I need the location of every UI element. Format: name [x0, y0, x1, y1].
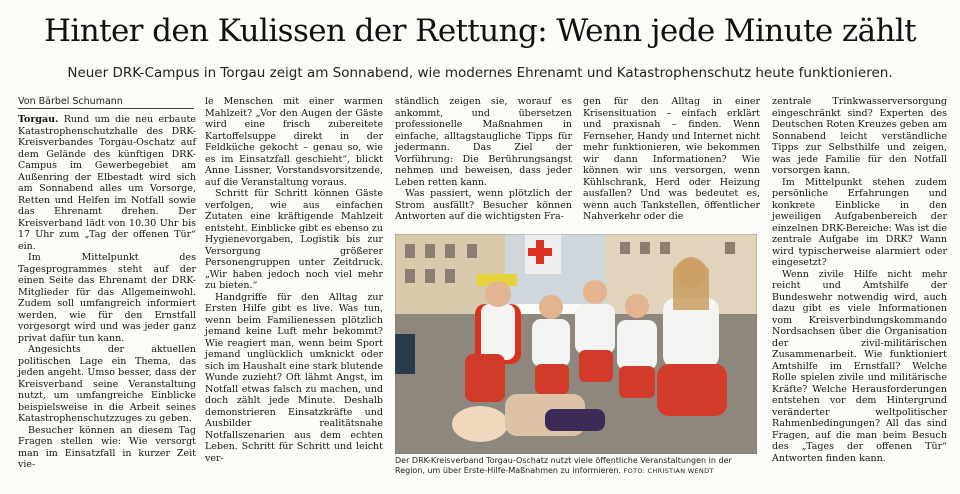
paragraph: Wenn zivile Hilfe nicht mehr reicht und Amtshilfe der Bundeswehr notwendig wird, auch dazu gibt es viele Informationen vom Kreisverbindungskommando Nordsachsen über die Organisation der zivil-militärischen Zusammenarbeit. Wie funktioniert Amtshilfe im Ernstfall? Welche Rolle spielen zivile und militärische Kräfte? Welche Herausforderungen entstehen vor dem Hintergrund veränderter weltpolitischer Rahmenbedingungen? All das sind Fragen, auf die man beim Besuch des „Tages der offenen Tür“ Antworten finden kann. [772, 268, 947, 464]
headline: Hinter den Kulissen der Rettung: Wenn jede Minute zählt [43, 13, 917, 49]
black-bag [395, 334, 415, 374]
byline-rule [18, 108, 194, 109]
paragraph: Handgriffe für den Alltag zur Ersten Hilfe gibt es live. Was tun, wenn beim Familienessen plötzlich jemand keine Luft mehr bekommt? Wie reagiert man, wenn beim Sport jemand unglücklich umknickt oder sich im Haushalt eine stark blutende Wunde zuzieht? Oft lähmt Angst, im Notfall etwas falsch zu machen, und doch zählt jede Minute. Deshalb demonstrieren Einsatzkräfte und Ausbilder realitätsnahe Notfallszenarien aus dem echten Leben. Schritt für Schritt und leicht ver- [205, 291, 383, 464]
paragraph: Im Mittelpunkt des Tagesprogrammes steht auf der einen Seite das Ehrenamt der DRK-Mitglieder für das Allgemeinwohl. Zudem soll umfangreich informiert werden, wie für den Ernstfall vorgesorgt wird und was jeder ganz privat dafür tun kann. [18, 252, 196, 344]
paragraph: Was passiert, wenn plötzlich der Strom ausfällt? Besucher können Antworten auf die wichtigsten Fra- [395, 188, 572, 222]
paragraph: Angesichts der aktuellen politischen Lage ein Thema, das jeden angeht. Umso besser, dass der Kreisverband seine Veranstaltung nutzt, um umfangreiche Einblicke beispielsweise in die Arbeit seines Katastrophenschutzzuges zu geben. [18, 344, 196, 424]
paragraph [18, 114, 196, 252]
column-5 [772, 96, 947, 464]
column-3 [395, 96, 572, 223]
paragraph: Besucher können an diesem Tag Fragen stellen wie: Wie versorgt man im Einsatzfall in kurzer Zeit vie- [18, 424, 196, 470]
article-photo [395, 234, 757, 454]
column-2 [205, 96, 383, 464]
subline: Neuer DRK-Campus in Torgau zeigt am Sonnabend, wie modernes Ehrenamt und Katastrophenschutz heute funktionieren. [67, 65, 893, 81]
dateline: Torgau. [18, 114, 59, 125]
paragraph: Schritt für Schritt können Gäste verfolgen, wie aus einfachen Zutaten eine kräftigende Mahlzeit entsteht. Einblicke gibt es ebenso zu Hygienevorgaben, Logistik bis zur Versorgung größerer Personengruppen unter Zeitdruck. „Wir haben jedoch noch viel mehr zu bieten.“ [205, 188, 383, 291]
paragraph: Im Mittelpunkt stehen zudem persönliche Erfahrungen und konkrete Einblicke in den jeweiligen Aufgabenbereich der einzelnen DRK-Bereiche: Was ist die zentrale Aufgabe im DRK? Wann wird typischerweise alarmiert oder eingesetzt? [772, 176, 947, 268]
author-byline: Von Bärbel Schumann [18, 96, 123, 107]
paragraph: ständlich zeigen sie, worauf es ankommt, und übersetzen professionelle Maßnahmen in einfache, alltagstaugliche Tipps für jedermann. Das Ziel der Vorführung: Die Berührungsangst nehmen und beweisen, dass jeder Leben retten kann. [395, 96, 572, 188]
paragraph-text: Rund um die neu erbaute Katastrophenschutzhalle des DRK-Kreisverbandes Torgau-Oschatz auf dem Gelände des künftigen DRK-Campus im Gewerbegebiet am Außenring der Elbestadt wird sich am Sonnabend alles um Vorsorge, Retten und Helfen im Notfall sowie das Ehrenamt drehen. Der Kreisverband lädt von 10.30 Uhr bis 17 Uhr zum „Tag der offenen Tür“ ein. [18, 114, 196, 252]
paragraph: gen für den Alltag in einer Krisensituation – einfach erklärt und praxisnah – finden. Wenn Fernseher, Handy und Internet nicht mehr funktionieren, wie bekommen wir dann Informationen? Wie können wir uns versorgen, wenn Kühlschrank, Herd oder Heizung ausfallen? Und was bedeutet es, wenn auch Tankstellen, öffentlicher Nahverkehr oder die [583, 96, 760, 222]
paragraph: zentrale Trinkwasserversorgung eingeschränkt sind? Experten des Deutschen Roten Kreuzes geben am Sonnabend leicht verständliche Tipps zur Selbsthilfe und zeigen, was jede Familie für den Notfall vorsorgen kann. [772, 96, 947, 176]
photo-caption [395, 456, 757, 476]
caption-text: Der DRK-Kreisverband Torgau-Oschatz nutzt viele öffentliche Veranstaltungen in der Region, um über Erste-Hilfe-Maßnahmen zu informieren. [395, 456, 732, 475]
photo-credit: FOTO: CHRISTIAN WENDT [623, 467, 714, 475]
rescuer-center-left [532, 295, 570, 394]
paragraph: le Menschen mit einer warmen Mahlzeit? „Vor den Augen der Gäste wird eine frisch zubereitete Kartoffelsuppe direkt in der Feldküche gekocht – genau so, wie es im Einsatzfall geschieht“, blickt Anne Lissner, Vorstandsvorsitzende, auf die Veranstaltung voraus. [205, 96, 383, 188]
column-4 [583, 96, 760, 223]
column-1 [18, 114, 196, 471]
